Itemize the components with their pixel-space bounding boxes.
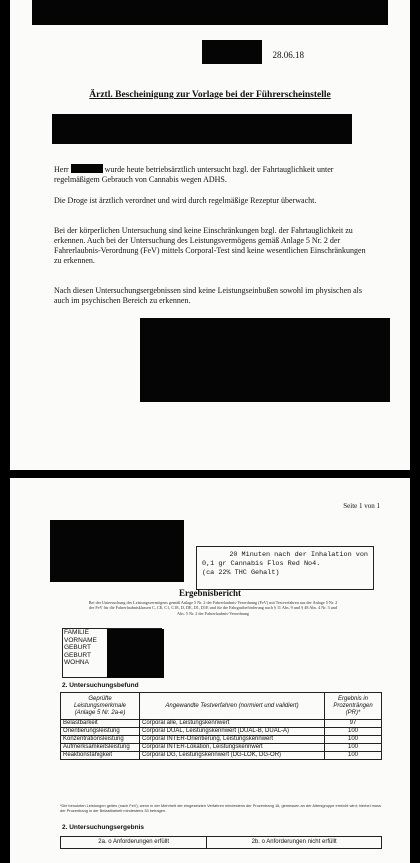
header-result: Ergebnis in Prozenträngen (PR)* [325, 693, 382, 720]
table-row: Reaktionsfähigkeit Corporal DG, Leistungskennwert (DG-LOK, DG-OR) 100 [61, 752, 382, 760]
letter-page [10, 0, 410, 470]
letter-title: Ärztl. Bescheinigung zur Vorlage bei der Führerscheinstelle [89, 90, 331, 100]
letter-date: 28.06.18 [272, 50, 304, 60]
redacted-location [202, 40, 262, 64]
table-row: Orientierungsleistung Corporal DUAL, Leistungskennwert (DUAL-B, DUAL-A) 100 [61, 728, 382, 736]
result-table [60, 836, 382, 849]
inhalation-note: 20 Minuten nach der Inhalation von 0,1 gr Cannabis Flos Red No4. (ca 22% THC Gehalt) [196, 546, 374, 590]
table-header-row [61, 693, 382, 720]
table-row: Belastbarkeit Corporal alle, Leistungskennwert 97 [61, 720, 382, 728]
report-page [10, 478, 410, 863]
result-not-fulfilled: 2b. o Anforderungen nicht erfüllt [207, 837, 382, 849]
result-fulfilled: 2a. o Anforderungen erfüllt [61, 837, 207, 849]
redacted-header [32, 0, 388, 25]
page-number: Seite 1 von 1 [343, 502, 380, 510]
redacted-personal-data [107, 629, 164, 678]
report-intro: Bei der Untersuchung des Leistungsvermögens gemäß Anlage 5 Nr. 2 der Fahrerlaubnis-Verordnung (FeV) mit Testverfahren aus der Anlage 5 Nr. 2 der FeV für die Fahrerlaubnisklassen C, CE, C1, C1E, D, DE, D1, D1E und für die Fahrgastbeförderung nach § 11 Abs. 9 und § 48 Abs. 4 Nr. 3 und Abs. 5 Nr. 2 der Fahrerlaubnis-Verordnung [88, 600, 338, 616]
table-footnote: *Die benutzten Leistungen gelten (nach FeV), wenn in der Mehrheit der eingesetzten Verfahren mindestens der Prozentrang 16, gemessen an der Altersgruppe erreicht wird; hierbei muss der Prozentrang in der Belastbarkeit mindestens 33 betragen. [60, 803, 381, 813]
section-result: 2. Untersuchungsergebnis [62, 824, 144, 831]
personal-data-box: FAMILIE VORNAME GEBURT GEBURT WOHNA [62, 628, 162, 678]
redacted-signature [140, 318, 390, 402]
letter-paragraph-2: Die Droge ist ärztlich verordnet und wird durch regelmäßige Rezeptur überwacht. [54, 196, 317, 205]
report-title: Ergebnisbericht [179, 588, 241, 598]
letter-paragraph-1: Herr wurde heute betriebsärztlich untersucht bzgl. der Fahrtauglichkeit unter regelmäßigem Gebrauch von Cannabis wegen ADHS. [54, 165, 334, 184]
letter-paragraph-4: Nach diesen Untersuchungsergebnissen sind keine Leistungseinbußen sowohl im physischen als auch im psychischen Bereich zu erkennen. [54, 286, 363, 305]
section-findings: 2. Untersuchungsbefund [62, 682, 139, 689]
redacted-name [71, 164, 103, 173]
redacted-logo [50, 520, 184, 582]
table-row [61, 837, 382, 849]
table-row: Aufmerksamkeitsleistung Corporal INTER-Lokation, Leistungskennwert 100 [61, 744, 382, 752]
table-row: Konzentrationsleistung Corporal INTER-Orientierung, Leistungskennwert 100 [61, 736, 382, 744]
results-table [60, 692, 382, 760]
header-tests: Angewandte Testverfahren (normiert und validiert) [140, 693, 325, 720]
redacted-patient-block [52, 114, 352, 144]
letter-paragraph-3: Bei der körperlichen Untersuchung sind keine Einschränkungen bzgl. der Fahrtauglichkeit zu erkennen. Auch bei der Untersuchung des Leistungsvermögens gemäß Anlage 5 Nr. 2 der Fahrerlaubnis-Verordnung (FeV) mittels Corporal-Test sind keine wesentlichen Einschränkungen zu erkennen. [54, 226, 366, 265]
header-traits: Geprüfte Leistungsmerkmale (Anlage 5 Nr. 2a-e) [61, 693, 140, 720]
